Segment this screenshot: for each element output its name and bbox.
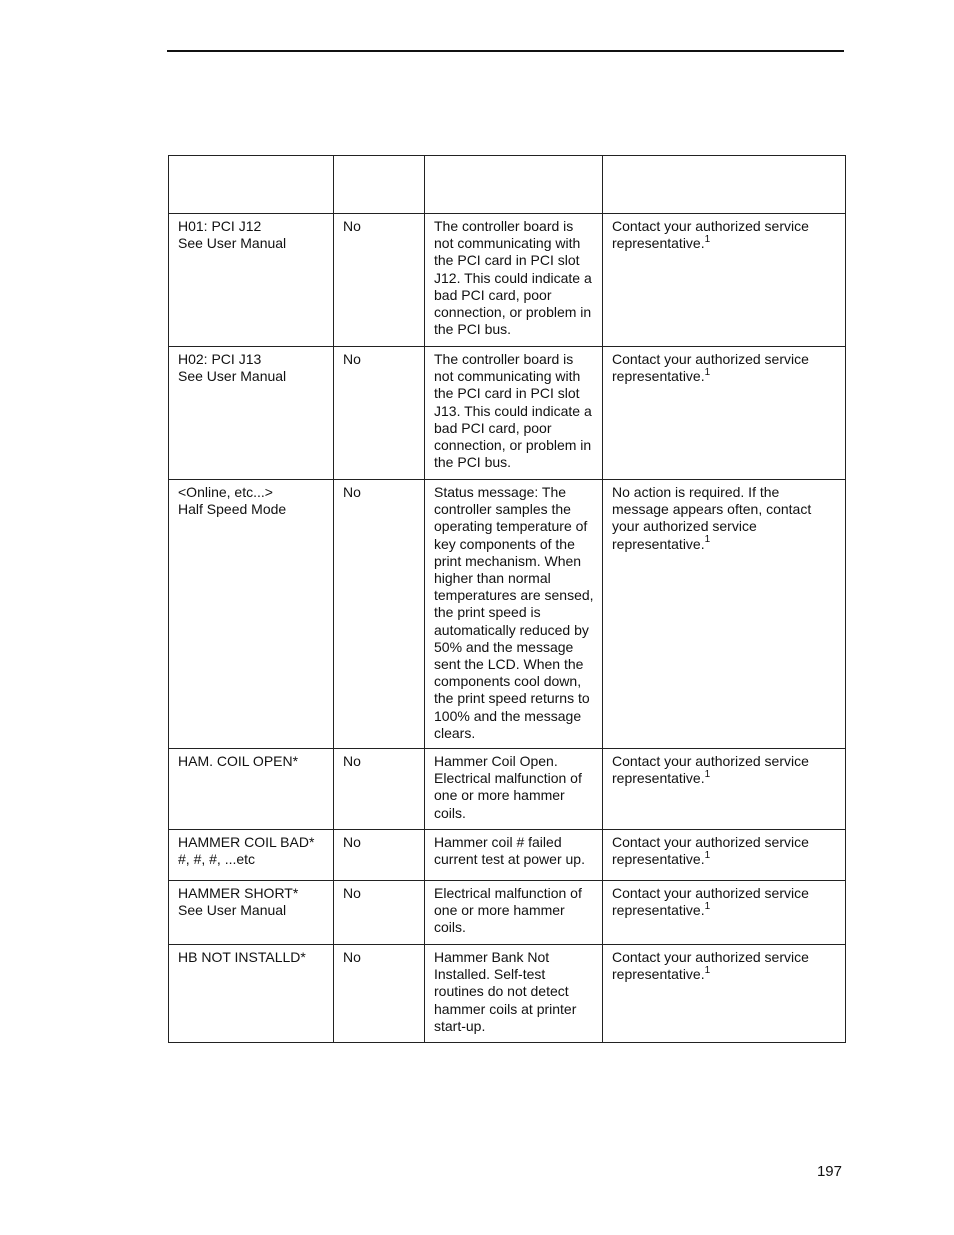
- reset-cell: No: [334, 347, 425, 480]
- message-cell: [169, 347, 334, 480]
- action-cell: [603, 881, 846, 945]
- action-cell: [603, 830, 846, 881]
- message-line: HAM. COIL OPEN*: [178, 753, 299, 770]
- footnote-marker: 1: [704, 533, 711, 545]
- table-row: [169, 347, 846, 480]
- explanation-cell: The controller board is not communicating with the PCI card in PCI slot J13. This could indicate a bad PCI card, poor connection, or problem in the PCI bus.: [425, 347, 603, 480]
- table-row: [169, 749, 846, 830]
- action-cell: [603, 347, 846, 480]
- error-message-table: [168, 155, 846, 1043]
- message-line: See User Manual: [178, 902, 287, 919]
- action-text: Contact your authorized service representative.: [612, 753, 809, 787]
- footnote-marker: 1: [704, 233, 711, 245]
- action-text: Contact your authorized service representative.: [612, 834, 809, 868]
- footnote-marker: 1: [704, 964, 711, 976]
- message-cell: [169, 480, 334, 749]
- explanation-cell: Electrical malfunction of one or more hammer coils.: [425, 881, 603, 945]
- message-line: See User Manual: [178, 235, 287, 252]
- table-row: [169, 214, 846, 347]
- header-cell-action: [603, 156, 846, 214]
- explanation-cell: Status message: The controller samples the operating temperature of key components of the print mechanism. When higher than normal temperatures are sensed, the print speed is automatically reduced by 50% and the message sent the LCD. When the components cool down, the print speed returns to 100% and the message clears.: [425, 480, 603, 749]
- page-number: 197: [816, 1163, 842, 1180]
- message-cell: [169, 830, 334, 881]
- table-row: [169, 830, 846, 881]
- explanation-cell: Hammer coil # failed current test at power up.: [425, 830, 603, 881]
- header-cell-explanation: [425, 156, 603, 214]
- message-line: See User Manual: [178, 368, 287, 385]
- message-line: HB NOT INSTALLD*: [178, 949, 306, 966]
- header-cell-reset: [334, 156, 425, 214]
- action-cell: [603, 945, 846, 1043]
- message-line: H02: PCI J13: [178, 351, 262, 367]
- footnote-marker: 1: [704, 849, 711, 861]
- message-line: H01: PCI J12: [178, 218, 262, 234]
- explanation-cell: The controller board is not communicating with the PCI card in PCI slot J12. This could indicate a bad PCI card, poor connection, or problem in the PCI bus.: [425, 214, 603, 347]
- action-text: No action is required. If the message appears often, contact your authorized service representative.: [612, 484, 812, 552]
- message-line: #, #, #, ...etc: [178, 851, 256, 868]
- message-cell: [169, 214, 334, 347]
- reset-cell: No: [334, 480, 425, 749]
- table-row: [169, 881, 846, 945]
- reset-cell: No: [334, 830, 425, 881]
- message-cell: [169, 881, 334, 945]
- footnote-marker: 1: [704, 900, 711, 912]
- message-line: HAMMER COIL BAD*: [178, 834, 315, 851]
- message-line: HAMMER SHORT*: [178, 885, 299, 902]
- action-cell: [603, 214, 846, 347]
- action-cell: [603, 749, 846, 830]
- message-line: <Online, etc...>: [178, 484, 273, 500]
- message-cell: [169, 945, 334, 1043]
- reset-cell: No: [334, 214, 425, 347]
- message-line: Half Speed Mode: [178, 501, 287, 518]
- table-header-row: [169, 156, 846, 214]
- message-cell: [169, 749, 334, 830]
- table-row: [169, 945, 846, 1043]
- footnote-marker: 1: [704, 366, 711, 378]
- action-text: Contact your authorized service representative.: [612, 218, 809, 252]
- header-cell-message: [169, 156, 334, 214]
- reset-cell: No: [334, 749, 425, 830]
- action-text: Contact your authorized service representative.: [612, 949, 809, 983]
- explanation-cell: Hammer Bank Not Installed. Self-test routines do not detect hammer coils at printer start-up.: [425, 945, 603, 1043]
- footnote-marker: 1: [704, 768, 711, 780]
- header-rule: [167, 50, 844, 52]
- action-cell: [603, 480, 846, 749]
- action-text: Contact your authorized service representative.: [612, 885, 809, 919]
- explanation-cell: Hammer Coil Open. Electrical malfunction of one or more hammer coils.: [425, 749, 603, 830]
- table-row: [169, 480, 846, 749]
- action-text: Contact your authorized service representative.: [612, 351, 809, 385]
- reset-cell: No: [334, 881, 425, 945]
- reset-cell: No: [334, 945, 425, 1043]
